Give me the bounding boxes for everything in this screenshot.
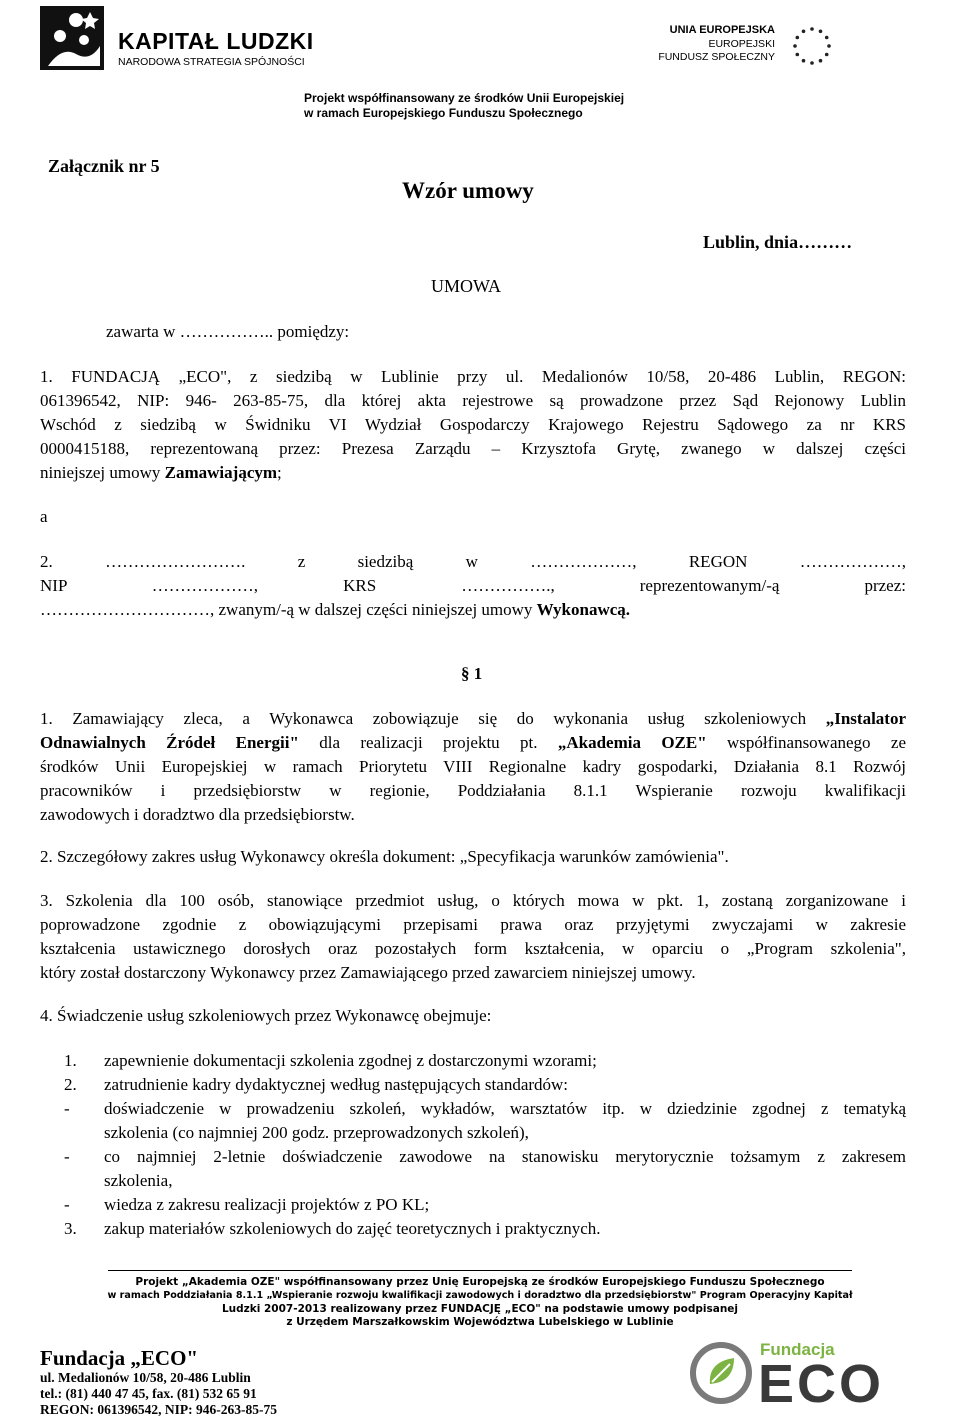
p1-course-name: Odnawialnych Źródeł Energii": [40, 733, 299, 752]
kapital-ludzki-logo: [40, 6, 330, 70]
org-phone: tel.: (81) 440 47 45, fax. (81) 532 65 91: [40, 1386, 257, 1401]
eu-logo-line2: EUROPEJSKI: [708, 38, 775, 50]
list-marker: 1.: [64, 1051, 77, 1070]
footer-line2: w ramach Poddziałania 8.1.1 „Wspieranie rozwoju kwalifikacji zawodowych i doradztwo dla przedsiębiorstw" Program Operacyjny Kapitał: [107, 1290, 853, 1301]
p1-line2-text: dla realizacji projektu pt.: [298, 733, 558, 752]
list-item: [64, 1049, 906, 1073]
p1-line1-bold: „Instalator: [825, 709, 906, 728]
leaf-icon: [690, 1342, 752, 1404]
list-text: doświadczenie w prowadzeniu szkoleń, wykładów, warsztatów itp. w dziedzinie zgodnej z tematyką: [104, 1099, 906, 1118]
party2-role: Wykonawcą.: [536, 600, 631, 619]
list-text: szkolenia,: [104, 1171, 173, 1190]
eu-flag-icon: [790, 24, 834, 68]
party1-last-text: niniejszej umowy: [40, 463, 165, 482]
footer-divider: [108, 1270, 852, 1271]
kapital-ludzki-emblem: [40, 6, 104, 70]
p1-line: pracowników i przedsiębiorstw w regionie, Poddziałania 8.1.1 Wspieranie rozwoju kwalifikacji: [40, 781, 906, 800]
list-text: zapewnienie dokumentacji szkolenia zgodnej z dostarczonymi wzorami;: [104, 1051, 597, 1070]
list-item: [64, 1217, 906, 1241]
concluded-line: zawarta w …………….. pomiędzy:: [106, 322, 350, 341]
umowa-heading: UMOWA: [431, 276, 501, 296]
place-date: Lublin, dnia………: [703, 232, 853, 252]
p1-line: [40, 707, 906, 731]
and-word: a: [40, 507, 48, 526]
eu-logo-line3: FUNDUSZ SPOŁECZNY: [658, 51, 775, 63]
list-item: [64, 1073, 906, 1097]
list-text-block: [104, 1145, 906, 1193]
org-ids: REGON: 061396542, NIP: 946-263-85-75: [40, 1402, 277, 1417]
annex-label: Załącznik nr 5: [48, 156, 160, 176]
list-text: szkolenia (co najmniej 200 godz. przeprowadzonych szkoleń),: [104, 1123, 529, 1142]
list-text: zatrudnienie kadry dydaktycznej według następujących standardów:: [104, 1075, 569, 1094]
p3-line: poprowadzone zgodnie z obowiązującymi przepisami prawa oraz przyjętymi zwyczajami w zakresie: [40, 915, 906, 934]
logo-eco-text: ECO: [758, 1354, 885, 1414]
cofinanced-line1: Projekt współfinansowany ze środków Unii Europejskiej: [304, 91, 625, 105]
list-marker: -: [64, 1099, 70, 1118]
cofinanced-line2: w ramach Europejskiego Funduszu Społecznego: [304, 106, 583, 120]
org-address: ul. Medalionów 10/58, 20-486 Lublin: [40, 1370, 251, 1385]
list-item: [64, 1145, 906, 1193]
list-item: [64, 1097, 906, 1145]
paragraph-4: 4. Świadczenie usług szkoleniowych przez Wykonawcę obejmuje:: [40, 1006, 492, 1025]
document-title: Wzór umowy: [402, 178, 534, 203]
list-marker: 2.: [64, 1075, 77, 1094]
logo-left-title: KAPITAŁ LUDZKI: [118, 28, 314, 54]
party1-last-end: ;: [277, 463, 282, 482]
party1-last-line: [40, 461, 906, 485]
p1-line1-text: 1. Zamawiający zleca, a Wykonawca zobowiązuje się do wykonania usług szkoleniowych: [40, 709, 826, 728]
party2-line1: 2. ……………………. z siedzibą w ………………, REGON ………………,: [40, 552, 906, 571]
p1-line: zawodowych i doradztwo dla przedsiębiorstw.: [40, 805, 355, 824]
list-item: [64, 1193, 906, 1217]
fundacja-eco-logo: [690, 1340, 930, 1416]
list-text-block: [104, 1097, 906, 1145]
list-marker: -: [64, 1195, 70, 1214]
party1-line: 061396542, NIP: 946- 263-85-75, dla której akta rejestrowe są prowadzone przez Sąd Rejonowy Lublin: [40, 391, 906, 410]
eu-logo: [658, 24, 910, 70]
party1-line: 0000415188, reprezentowaną przez: Prezesa Zarządu – Krzysztofa Grytę, zwanego w dalszej części: [40, 439, 906, 458]
party1-block: [40, 365, 906, 485]
list-text: zakup materiałów szkoleniowych do zajęć teoretycznych i praktycznych.: [104, 1219, 601, 1238]
eu-logo-line1: UNIA EUROPEJSKA: [669, 24, 775, 36]
footer-line3: Ludzki 2007-2013 realizowany przez FUNDACJĘ „ECO" na podstawie umowy podpisanej: [221, 1303, 739, 1315]
footer-line4: z Urzędem Marszałkowskim Województwa Lubelskiego w Lublinie: [286, 1316, 674, 1328]
list-text: co najmniej 2-letnie doświadczenie zawodowe na stanowisku merytorycznie tożsamym z zakresem: [104, 1147, 906, 1166]
scope-list: [64, 1049, 906, 1241]
party1-role: Zamawiającym: [164, 463, 278, 482]
p1-line: środków Unii Europejskiej w ramach Priorytetu VIII Regionalne kadry gospodarki, Działania 8.1 Rozwój: [40, 757, 906, 776]
paragraph-3: [40, 889, 906, 985]
section-mark: § 1: [461, 664, 483, 683]
p1-project-name: „Akademia OZE": [557, 733, 707, 752]
footer-line1: Projekt „Akademia OZE" współfinansowany przez Unię Europejską ze środków Europejskiego Funduszu Społecznego: [135, 1276, 825, 1288]
party2-line3-text: …………………………, zwanym/-ą w dalszej części niniejszej umowy: [40, 600, 537, 619]
paragraph-1: [40, 707, 906, 827]
paragraph-2: 2. Szczegółowy zakres usług Wykonawcy określa dokument: „Specyfikacja warunków zamówienia".: [40, 847, 729, 866]
logo-left-subtitle: NARODOWA STRATEGIA SPÓJNOŚCI: [118, 56, 305, 68]
list-marker: -: [64, 1147, 70, 1166]
party2-line3: [40, 598, 906, 622]
list-marker: 3.: [64, 1219, 77, 1238]
party2-block: [40, 550, 906, 622]
p3-line: 3. Szkolenia dla 100 osób, stanowiące przedmiot usług, o których mowa w pkt. 1, zostaną zorganizowane i: [40, 891, 906, 910]
party2-line2: NIP ………………, KRS ……………., reprezentowanym/-ą przez:: [40, 576, 906, 595]
org-name: Fundacja „ECO": [40, 1346, 199, 1370]
p1-line: [40, 731, 906, 755]
p1-line2-end: współfinansowanego ze: [706, 733, 906, 752]
party1-line: 1. FUNDACJĄ „ECO", z siedzibą w Lublinie przy ul. Medalionów 10/58, 20-486 Lublin, REGON:: [40, 367, 906, 386]
logo-fundacja-text: Fundacja: [760, 1340, 835, 1359]
list-text: wiedza z zakresu realizacji projektów z PO KL;: [104, 1195, 430, 1214]
p3-line: kształcenia ustawicznego dorosłych oraz pozostałych form kształcenia, w oparciu o „Program szkolenia",: [40, 939, 906, 958]
party1-line: Wschód z siedzibą w Świdniku VI Wydział Gospodarczy Krajowego Rejestru Sądowego za nr KRS: [40, 415, 906, 434]
p3-line: który został dostarczony Wykonawcy przez Zamawiającego przed zawarciem niniejszej umowy.: [40, 963, 696, 982]
